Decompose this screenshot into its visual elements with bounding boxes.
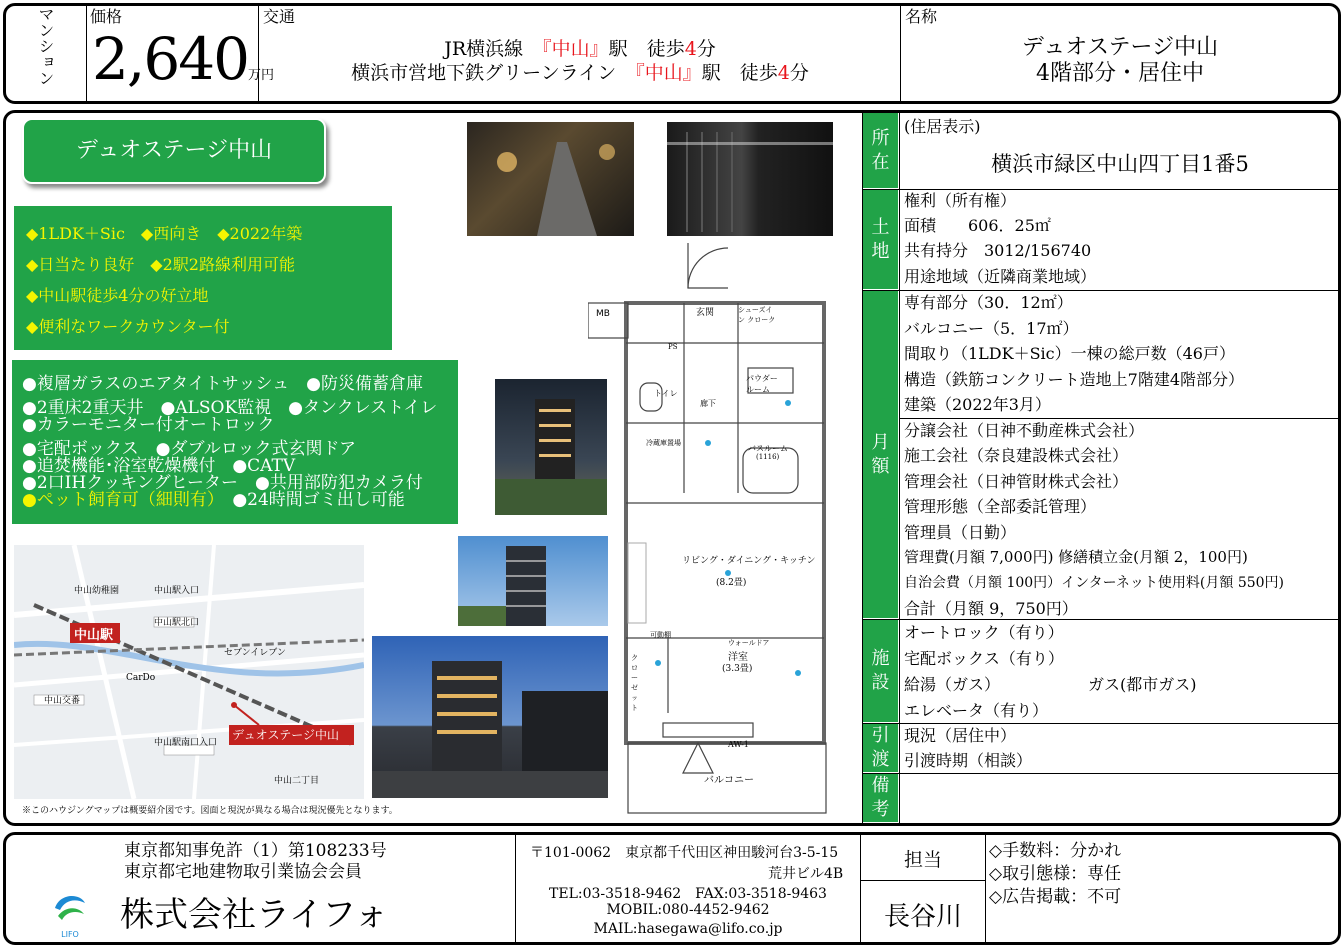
facility-row: オートロック（有り） — [904, 623, 1064, 642]
title-text: デュオステージ中山 — [75, 138, 273, 163]
property-name: デュオステージ中山 — [1021, 35, 1219, 60]
feature-item: ◆中山駅徒歩4分の好立地 — [26, 286, 209, 305]
company-logo — [50, 888, 90, 938]
fp-hall: 廊下 — [700, 399, 716, 408]
lifo-logo-icon — [50, 888, 90, 926]
handover-row: 引渡時期（相談） — [904, 751, 1033, 770]
address-2: 荒井ビル4B — [768, 866, 844, 882]
handover-row: 現況（居住中） — [904, 726, 1017, 745]
monthly-row: 管理員（日勤） — [904, 523, 1017, 542]
label-monthly: 月 額 — [863, 291, 898, 618]
photo-building-day — [458, 536, 608, 626]
transport-label: 交通 — [263, 7, 296, 26]
monthly-row: 分譲会社（日神不動産株式会社） — [904, 421, 1145, 440]
fp-balcony: バルコニー — [704, 775, 754, 786]
feature-item: ◆便利なワークカウンター付 — [26, 317, 230, 336]
map-note: ※このハウジングマップは概要紹介図です。図面と現況が異なる場合は現況優先となります。 — [22, 806, 398, 816]
address-1: 〒101-0062 東京都千代田区神田駿河台3-5-15 — [530, 845, 839, 861]
label-land: 土 地 — [863, 190, 898, 289]
land-row: 共有持分 3012/156740 — [904, 241, 1092, 260]
monthly-row: 施工会社（奈良建設株式会社） — [904, 446, 1129, 465]
equipment-list — [12, 360, 458, 509]
term-item: ◇広告掲載：不可 — [989, 887, 1122, 907]
land-row: 用途地域（近隣商業地域） — [904, 267, 1097, 286]
map-label: 中山駅南口入口 — [154, 738, 218, 748]
fp-toilet: トイレ — [654, 389, 678, 398]
property-type: マンション — [36, 6, 55, 86]
features-box — [14, 206, 392, 350]
photo-building-dusk — [372, 636, 608, 798]
fp-room-size: (3.3畳) — [722, 664, 753, 674]
label-facility: 施 設 — [863, 620, 898, 722]
equipment-item: ●2重床2重天井 ●ALSOK監視 ●タンクレストイレ — [22, 398, 438, 418]
label-location: 所 在 — [863, 113, 898, 188]
fp-bath: バスルーム — [748, 444, 788, 453]
equipment-item: ●2口IHクッキングヒーター ●共用部防犯カメラ付 — [22, 473, 423, 493]
map-station-label: 中山駅 — [74, 628, 114, 643]
contact-label: 担当 — [903, 849, 942, 871]
fp-powder: パウダー ルーム — [746, 374, 778, 394]
fp-shoes: シューズイン クローク — [738, 306, 776, 324]
monthly-row: 合計（月額 9，750円） — [904, 599, 1078, 618]
facility-row: 宅配ボックス（有り） — [904, 649, 1064, 668]
floor-plan — [588, 243, 856, 819]
license-1: 東京都知事免許（1）第108233号 — [124, 841, 387, 861]
name-label: 名称 — [905, 7, 938, 26]
label-remarks: 備 考 — [863, 774, 898, 822]
land-row: 権利（所有権） — [904, 191, 1017, 210]
monthly-row: 間取り（1LDK＋Sic）一棟の総戸数（46戸） — [904, 344, 1235, 363]
equipment-item: ●追焚機能･浴室乾燥機付 ●CATV — [22, 456, 296, 476]
transport-line-1: JR横浜線 『中山』駅 徒歩4分 — [444, 38, 716, 60]
transport-line-2: 横浜市営地下鉄グリーンライン 『中山』駅 徒歩4分 — [351, 62, 809, 84]
price-label: 価格 — [90, 7, 123, 26]
email[interactable]: MAIL:hasegawa@lifo.co.jp — [593, 921, 783, 937]
map-label: 中山駅北口 — [154, 618, 200, 628]
title-badge — [22, 118, 326, 184]
equipment-item: ●ペット飼育可（細則有） ●24時間ゴミ出し可能 — [22, 490, 405, 510]
property-floor: 4階部分・居住中 — [1036, 61, 1204, 86]
label-handover: 引 渡 — [863, 724, 898, 772]
monthly-row: バルコニー（5．17㎡） — [904, 319, 1079, 338]
photo-entrance-path — [467, 122, 634, 236]
map-label: 中山幼稚園 — [74, 586, 120, 596]
facility-row: 給湯（ガス） ガス(都市ガス) — [904, 675, 1197, 694]
term-item: ◇取引態様：専任 — [989, 864, 1122, 884]
area-map — [14, 545, 364, 799]
monthly-row: 専有部分（30．12㎡） — [904, 293, 1073, 312]
photo-lobby — [667, 122, 833, 236]
equipment-item: ●複層ガラスのエアタイトサッシュ ●防災備蓄倉庫 — [22, 374, 423, 394]
land-row: 面積 606．25㎡ — [904, 216, 1051, 235]
license-2: 東京都宅地建物取引業協会会員 — [124, 862, 362, 882]
price-value: 2,640万円 — [92, 25, 275, 93]
feature-item: ◆1LDK＋Sic ◆西向き ◆2022年築 — [26, 224, 303, 243]
fp-storage: 冷蔵庫置場 — [646, 439, 681, 447]
location-note: (住居表示) — [904, 117, 981, 136]
facility-row: エレベータ（有り） — [904, 701, 1049, 720]
equipment-box — [12, 360, 458, 524]
map-label: セブンイレブン — [224, 648, 286, 658]
fp-ldk: リビング・ダイニング・キッチン — [682, 556, 816, 566]
monthly-row: 建築（2022年3月） — [904, 395, 1051, 414]
contact-name: 長谷川 — [883, 902, 962, 932]
map-label: 中山二丁目 — [274, 776, 320, 786]
term-item: ◇手数料：分かれ — [989, 841, 1122, 861]
monthly-row: 管理費(月額 7,000円) 修繕積立金(月額 2，100円) — [904, 548, 1248, 566]
fp-entrance: 玄関 — [696, 308, 715, 318]
fp-mb: MB — [596, 309, 610, 319]
fp-wall-door: ウォールドア — [728, 639, 770, 647]
monthly-row: 管理会社（日神管財株式会社） — [904, 472, 1129, 491]
logo-text: LIFO — [61, 930, 79, 939]
fp-ps: PS — [668, 343, 678, 351]
fp-aw: AW-1 — [728, 740, 749, 749]
tel-fax: TEL:03-3518-9462 FAX:03-3518-9463 — [549, 886, 827, 902]
map-label: 中山交番 — [44, 696, 81, 706]
map-label: CarDo — [126, 673, 156, 683]
equipment-item: ●宅配ボックス ●ダブルロック式玄関ドア — [22, 439, 356, 459]
map-label: 中山駅入口 — [154, 586, 200, 596]
equipment-item: ●カラーモニター付オートロック — [22, 415, 275, 435]
company-name: 株式会社ライフォ — [120, 895, 389, 935]
map-property-label: デュオステージ中山 — [232, 728, 340, 742]
feature-item: ◆日当たり良好 ◆2駅2路線利用可能 — [26, 255, 295, 274]
fp-movable: 可動棚 — [650, 631, 671, 639]
monthly-row: 自治会費（月額 100円）インターネット使用料(月額 550円) — [904, 575, 1285, 591]
mobile: MOBIL:080-4452-9462 — [606, 902, 770, 918]
fp-bath-size: (1116) — [756, 453, 780, 461]
fp-room: 洋室 — [728, 652, 748, 663]
monthly-row: 構造（鉄筋コンクリート造地上7階建4階部分） — [904, 370, 1245, 389]
location-address: 横浜市緑区中山四丁目1番5 — [991, 152, 1249, 176]
fp-closet: クローゼット — [631, 654, 638, 712]
floor-plan-graphic — [588, 243, 856, 819]
monthly-row: 管理形態（全部委託管理） — [904, 497, 1097, 516]
fp-ldk-size: (8.2畳) — [716, 578, 747, 588]
